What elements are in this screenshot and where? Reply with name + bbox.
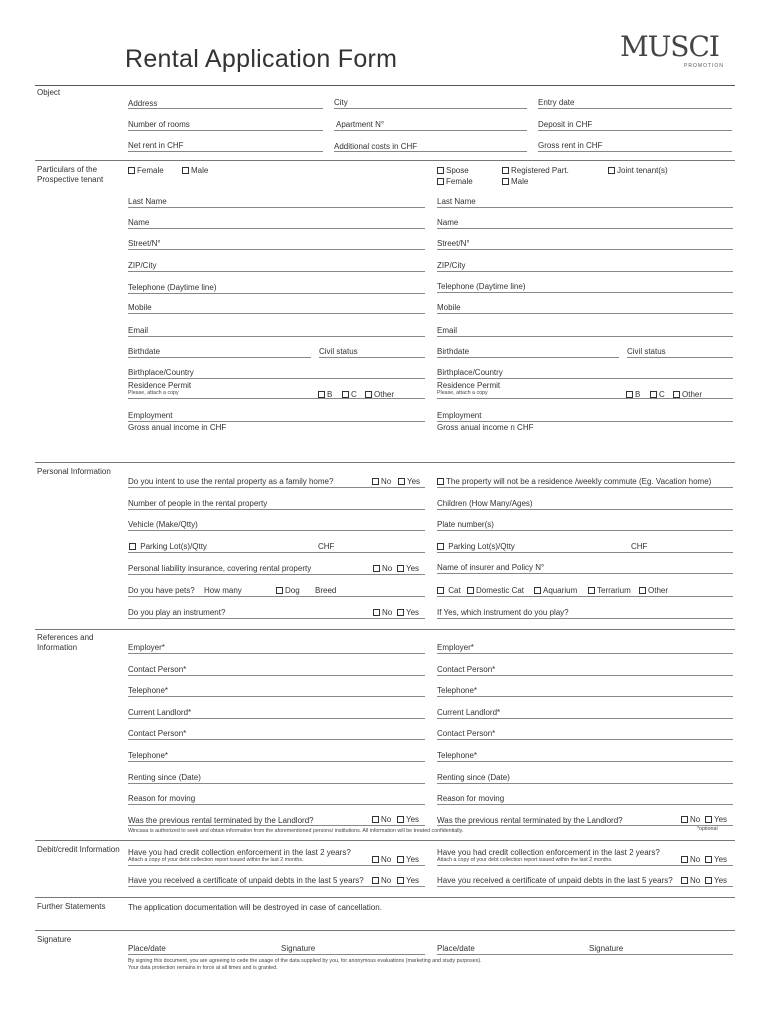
instrument-no[interactable] <box>373 608 392 617</box>
male2-option[interactable] <box>502 177 528 186</box>
female-label: Female <box>137 166 164 175</box>
email-label-2: Email <box>437 326 458 335</box>
section-further: Further Statements <box>37 902 106 911</box>
renting-since-label-2: Renting since (Date) <box>437 773 510 782</box>
landlord-contact-field-2[interactable] <box>437 739 733 740</box>
birthplace-label-2: Birthplace/Country <box>437 368 503 377</box>
permit-c-label-2: C <box>659 390 665 399</box>
birthdate-label-2: Birthdate <box>437 347 470 356</box>
checkbox-icon[interactable] <box>705 856 712 863</box>
email-field[interactable] <box>128 336 425 337</box>
certificate-line <box>128 886 425 887</box>
checkbox-icon[interactable] <box>437 167 444 174</box>
permit-other-option[interactable] <box>365 390 394 399</box>
reason-label-2: Reason for moving <box>437 794 505 803</box>
insurer-field[interactable] <box>437 573 733 574</box>
section-debit: Debit/credit Information <box>37 845 120 854</box>
enforcement-question: Have you had credit collection enforcement in the last 2 years? <box>128 848 351 857</box>
liability-line <box>128 574 425 575</box>
breed-label: Breed <box>315 586 337 595</box>
instrument-question: Do you play an instrument? <box>128 608 226 617</box>
no-label: No <box>690 855 701 864</box>
enforcement-line-2 <box>437 865 733 866</box>
landlord-contact-field[interactable] <box>128 739 425 740</box>
income-label-2: Gross anual income n CHF <box>437 423 534 432</box>
parking-option-2[interactable] <box>437 542 515 551</box>
checkbox-icon[interactable] <box>372 816 379 823</box>
terminated-no-2[interactable] <box>681 815 700 824</box>
landlord-telephone-label-2: Telephone* <box>437 751 478 760</box>
terrarium-label: Terrarium <box>597 586 631 595</box>
enforcement-yes[interactable] <box>397 855 419 864</box>
ref-telephone-field-2[interactable] <box>437 696 733 697</box>
aquarium-label: Aquarium <box>543 586 578 595</box>
email-field-2[interactable] <box>437 336 733 337</box>
birthdate-field[interactable] <box>128 357 311 358</box>
parking-field[interactable] <box>128 552 425 553</box>
landlord-contact-label: Contact Person* <box>128 729 187 738</box>
attach-report-note: Attach a copy of your debt collection report issued within the last 2 months. <box>128 857 304 863</box>
checkbox-icon[interactable] <box>373 609 380 616</box>
family-home-no[interactable] <box>372 477 391 486</box>
yes-label: Yes <box>714 876 728 885</box>
no-label: No <box>690 815 701 824</box>
landlord-contact-label-2: Contact Person* <box>437 729 496 738</box>
street-label-2: Street/N° <box>437 239 470 248</box>
name-field-2[interactable] <box>437 228 733 229</box>
employer-label-2: Employer* <box>437 643 474 652</box>
checkbox-icon[interactable] <box>437 478 444 485</box>
checkbox-icon[interactable] <box>705 816 712 823</box>
street-label: Street/N° <box>128 239 161 248</box>
checkbox-icon[interactable] <box>372 877 379 884</box>
employer-field[interactable] <box>128 653 425 654</box>
parking-option[interactable] <box>129 542 207 551</box>
entry-date-field[interactable] <box>538 108 732 109</box>
enforcement-yes-2[interactable] <box>705 855 727 864</box>
net-rent-field[interactable] <box>128 151 323 152</box>
which-instrument-label: If Yes, which instrument do you play? <box>437 608 569 617</box>
checkbox-icon[interactable] <box>372 856 379 863</box>
checkbox-icon[interactable] <box>128 167 135 174</box>
no-label: No <box>382 564 393 573</box>
birthplace-field[interactable] <box>128 378 425 379</box>
telephone-label-2: Telephone (Daytime line) <box>437 282 526 291</box>
insurer-label: Name of insurer and Policy N° <box>437 563 545 572</box>
name-field[interactable] <box>128 228 425 229</box>
parking-label: Parking Lot(s)/Qtty <box>140 542 207 551</box>
landlord-telephone-field-2[interactable] <box>437 761 733 762</box>
signature-label: Signature <box>281 944 316 953</box>
female2-label: Female <box>446 177 473 186</box>
gross-rent-field[interactable] <box>538 151 732 152</box>
spose-option[interactable] <box>437 166 469 175</box>
net-rent-label: Net rent in CHF <box>128 141 184 150</box>
not-residence-option[interactable] <box>437 477 711 486</box>
parking-chf-label: CHF <box>318 542 335 551</box>
liability-label: Personal liability insurance, covering rental property <box>128 564 312 573</box>
domestic-cat-option[interactable] <box>467 586 524 595</box>
section-personal: Personal Information <box>37 467 111 476</box>
certificate-yes[interactable] <box>397 876 419 885</box>
income-label: Gross anual income in CHF <box>128 423 227 432</box>
certificate-no[interactable] <box>372 876 391 885</box>
landlord-label: Current Landlord* <box>128 708 192 717</box>
deposit-field[interactable] <box>538 130 732 131</box>
joint-option[interactable] <box>608 166 668 175</box>
last-name-label-2: Last Name <box>437 197 476 206</box>
terminated-question-2: Was the previous rental terminated by the Landlord? <box>437 816 623 825</box>
signature-field-2[interactable] <box>437 954 733 955</box>
pets-question: Do you have pets? <box>128 586 195 595</box>
employer-label: Employer* <box>128 643 165 652</box>
section-signature: Signature <box>37 935 72 944</box>
ref-telephone-label-2: Telephone* <box>437 686 478 695</box>
checkbox-icon[interactable] <box>626 391 633 398</box>
reason-field-2[interactable] <box>437 804 733 805</box>
no-label: No <box>381 815 392 824</box>
yes-label: Yes <box>406 608 420 617</box>
reason-label: Reason for moving <box>128 794 196 803</box>
male2-label: Male <box>511 177 529 186</box>
renting-since-field-2[interactable] <box>437 783 733 784</box>
yes-label: Yes <box>407 477 421 486</box>
birthdate-field-2[interactable] <box>437 357 619 358</box>
employment-field[interactable] <box>128 421 425 422</box>
city-field[interactable] <box>334 108 527 109</box>
permit-c-option[interactable] <box>342 390 357 399</box>
checkbox-icon[interactable] <box>437 178 444 185</box>
checkbox-icon[interactable] <box>318 391 325 398</box>
section-object: Object <box>37 88 61 97</box>
terminated-yes[interactable] <box>397 815 419 824</box>
landlord-field[interactable] <box>128 718 425 719</box>
cat-label: Cat <box>448 586 461 595</box>
checkbox-icon[interactable] <box>502 167 509 174</box>
authorization-note: Wincasa is authorized to seek and obtain information from the aforementioned persons/ institutions. All information will be treated confidentially. <box>128 828 464 834</box>
name-label-2: Name <box>437 218 459 227</box>
optional-note: *optional <box>697 826 718 832</box>
checkbox-icon[interactable] <box>502 178 509 185</box>
checkbox-icon[interactable] <box>681 816 688 823</box>
section-divider <box>35 930 735 931</box>
checkbox-icon[interactable] <box>397 609 404 616</box>
enforcement-no[interactable] <box>372 855 391 864</box>
plate-label: Plate number(s) <box>437 520 494 529</box>
no-label: No <box>381 855 392 864</box>
renting-since-label: Renting since (Date) <box>128 773 201 782</box>
people-label: Number of people in the rental property <box>128 499 268 508</box>
certificate-yes-2[interactable] <box>705 876 727 885</box>
contact-field-2[interactable] <box>437 675 733 676</box>
permit-other-label: Other <box>374 390 395 399</box>
zip-field[interactable] <box>128 271 425 272</box>
no-label: No <box>381 876 392 885</box>
terminated-line <box>128 825 425 826</box>
other-pet-option[interactable] <box>639 586 668 595</box>
last-name-label: Last Name <box>128 197 167 206</box>
name-label: Name <box>128 218 150 227</box>
mobile-field[interactable] <box>128 313 425 314</box>
permit-b-option-2[interactable] <box>626 390 640 399</box>
employment-field-2[interactable] <box>437 421 733 422</box>
which-instrument-field[interactable] <box>437 618 733 619</box>
pets-line-2 <box>437 596 733 597</box>
address-label: Address <box>128 99 158 108</box>
address-field[interactable] <box>128 108 323 109</box>
family-home-question: Do you intent to use the rental property as a family home? <box>128 477 334 486</box>
dog-label: Dog <box>285 586 300 595</box>
checkbox-icon[interactable] <box>129 543 136 550</box>
liability-no[interactable] <box>373 564 392 573</box>
city-label: City <box>334 98 348 107</box>
section-divider <box>35 160 735 161</box>
birthplace-label: Birthplace/Country <box>128 368 194 377</box>
gross-rent-label: Gross rent in CHF <box>538 141 603 150</box>
dog-option[interactable] <box>276 586 300 595</box>
checkbox-icon[interactable] <box>397 856 404 863</box>
telephone-label: Telephone (Daytime line) <box>128 283 217 292</box>
certificate-question-2: Have you received a certificate of unpaid debts in the last 5 years? <box>437 876 673 885</box>
place-date-label-2: Place/date <box>437 944 475 953</box>
telephone-field[interactable] <box>128 293 425 294</box>
certificate-no-2[interactable] <box>681 876 700 885</box>
entry-date-label: Entry date <box>538 98 575 107</box>
additional-costs-field[interactable] <box>334 151 527 152</box>
checkbox-icon[interactable] <box>182 167 189 174</box>
street-field[interactable] <box>128 249 425 250</box>
vehicle-label: Vehicle (Make/Qtty) <box>128 520 198 529</box>
page-title: Rental Application Form <box>125 45 398 73</box>
landlord-telephone-field[interactable] <box>128 761 425 762</box>
last-name-field[interactable] <box>128 207 425 208</box>
enforcement-line <box>128 865 425 866</box>
reason-field[interactable] <box>128 804 425 805</box>
enforcement-question-2: Have you had credit collection enforcement in the last 2 years? <box>437 848 660 857</box>
employment-label-2: Employment <box>437 411 482 420</box>
checkbox-icon[interactable] <box>437 587 444 594</box>
employer-field-2[interactable] <box>437 653 733 654</box>
checkbox-icon[interactable] <box>705 877 712 884</box>
yes-label: Yes <box>406 564 420 573</box>
zip-label-2: ZIP/City <box>437 261 466 270</box>
checkbox-icon[interactable] <box>534 587 541 594</box>
terminated-line-2 <box>437 825 733 826</box>
checkbox-icon[interactable] <box>342 391 349 398</box>
other-pet-label: Other <box>648 586 669 595</box>
further-text: The application documentation will be destroyed in case of cancellation. <box>128 903 382 912</box>
residence-permit-label: Residence Permit <box>128 381 192 390</box>
male-option[interactable] <box>182 166 208 175</box>
street-field-2[interactable] <box>437 249 733 250</box>
contact-field[interactable] <box>128 675 425 676</box>
yes-label: Yes <box>406 876 420 885</box>
children-field[interactable] <box>437 509 733 510</box>
pets-how-many: How many <box>204 586 242 595</box>
domestic-cat-label: Domestic Cat <box>476 586 525 595</box>
certificate-question: Have you received a certificate of unpaid debts in the last 5 years? <box>128 876 364 885</box>
parking-chf-label-2: CHF <box>631 542 648 551</box>
joint-label: Joint tenant(s) <box>617 166 668 175</box>
ref-telephone-label: Telephone* <box>128 686 169 695</box>
certificate-line-2 <box>437 886 733 887</box>
mobile-label-2: Mobile <box>437 303 461 312</box>
permit-other-label-2: Other <box>682 390 703 399</box>
civil-status-field-2[interactable] <box>627 357 733 358</box>
checkbox-icon[interactable] <box>373 565 380 572</box>
female-option[interactable] <box>128 166 164 175</box>
header-divider <box>35 85 735 86</box>
renting-since-field[interactable] <box>128 783 425 784</box>
instrument-yes[interactable] <box>397 608 419 617</box>
birthplace-field-2[interactable] <box>437 378 733 379</box>
rooms-label: Number of rooms <box>128 120 190 129</box>
family-home-yes[interactable] <box>398 477 420 486</box>
checkbox-icon[interactable] <box>639 587 646 594</box>
civil-status-label-2: Civil status <box>627 347 666 356</box>
landlord-label-2: Current Landlord* <box>437 708 501 717</box>
male-label: Male <box>191 166 209 175</box>
permit-b-label-2: B <box>635 390 641 399</box>
section-references: References and Information <box>37 633 94 652</box>
telephone-field-2[interactable] <box>437 292 733 293</box>
checkbox-icon[interactable] <box>650 391 657 398</box>
spose-label: Spose <box>446 166 469 175</box>
landlord-field-2[interactable] <box>437 718 733 719</box>
deposit-label: Deposit in CHF <box>538 120 593 129</box>
zip-label: ZIP/City <box>128 261 157 270</box>
section-divider <box>35 462 735 463</box>
brand-logo: MUSCI <box>620 30 719 63</box>
children-label: Children (How Many/Ages) <box>437 499 533 508</box>
zip-field-2[interactable] <box>437 271 733 272</box>
brand-logo-subtitle: PROMOTION <box>684 63 724 69</box>
last-name-field-2[interactable] <box>437 207 733 208</box>
checkbox-icon[interactable] <box>673 391 680 398</box>
registered-label: Registered Part. <box>511 166 569 175</box>
additional-costs-label: Additional costs in CHF <box>334 142 418 151</box>
section-divider <box>35 897 735 898</box>
terminated-question: Was the previous rental terminated by the Landlord? <box>128 816 314 825</box>
not-residence-label: The property will not be a residence /weekly commute (Eg. Vacation home) <box>446 477 712 486</box>
civil-status-label: Civil status <box>319 347 358 356</box>
landlord-telephone-label: Telephone* <box>128 751 169 760</box>
not-residence-line <box>437 487 733 488</box>
checkbox-icon[interactable] <box>608 167 615 174</box>
plate-field[interactable] <box>437 530 733 531</box>
birthdate-label: Birthdate <box>128 347 161 356</box>
contact-label: Contact Person* <box>128 665 187 674</box>
checkbox-icon[interactable] <box>588 587 595 594</box>
checkbox-icon[interactable] <box>397 877 404 884</box>
employment-label: Employment <box>128 411 173 420</box>
section-particulars: Particulars of the Prospective tenant <box>37 165 104 184</box>
consent-note-1: By signing this document, you are agreeing to cede the usage of the data supplied by you, for anonymous evaluations (marketing and study purposes). <box>128 958 482 964</box>
parking-label-2: Parking Lot(s)/Qtty <box>448 542 515 551</box>
permit-b-label: B <box>327 390 333 399</box>
apartment-field[interactable] <box>334 130 527 131</box>
signature-label-2: Signature <box>589 944 624 953</box>
permit-c-option-2[interactable] <box>650 390 665 399</box>
female2-option[interactable] <box>437 177 473 186</box>
consent-note-2: Your data protection remains in force at all times and is granted. <box>128 965 278 971</box>
mobile-field-2[interactable] <box>437 313 733 314</box>
place-date-label: Place/date <box>128 944 166 953</box>
yes-label: Yes <box>406 855 420 864</box>
yes-label: Yes <box>714 855 728 864</box>
rooms-field[interactable] <box>128 130 323 131</box>
permit-c-label: C <box>351 390 357 399</box>
attach-copy-note: Please, attach a copy <box>128 390 179 396</box>
checkbox-icon[interactable] <box>681 877 688 884</box>
ref-telephone-field[interactable] <box>128 696 425 697</box>
apartment-label: Apartment N° <box>336 120 385 129</box>
family-home-line <box>128 487 425 488</box>
checkbox-icon[interactable] <box>467 587 474 594</box>
no-label: No <box>382 608 393 617</box>
permit-other-option-2[interactable] <box>673 390 702 399</box>
no-label: No <box>690 876 701 885</box>
registered-option[interactable] <box>502 166 569 175</box>
section-divider <box>35 629 735 630</box>
terminated-no[interactable] <box>372 815 391 824</box>
signature-field[interactable] <box>128 954 425 955</box>
checkbox-icon[interactable] <box>397 565 404 572</box>
liability-yes[interactable] <box>397 564 419 573</box>
terrarium-option[interactable] <box>588 586 631 595</box>
checkbox-icon[interactable] <box>398 478 405 485</box>
people-field[interactable] <box>128 509 425 510</box>
checkbox-icon[interactable] <box>397 816 404 823</box>
contact-label-2: Contact Person* <box>437 665 496 674</box>
attach-report-note-2: Attach a copy of your debt collection report issued within the last 2 months. <box>437 857 613 863</box>
mobile-label: Mobile <box>128 303 152 312</box>
email-label: Email <box>128 326 149 335</box>
residence-permit-label-2: Residence Permit <box>437 381 501 390</box>
section-divider <box>35 840 735 841</box>
vehicle-field[interactable] <box>128 530 425 531</box>
pets-line[interactable] <box>128 596 425 597</box>
permit-b-option[interactable] <box>318 390 332 399</box>
checkbox-icon[interactable] <box>276 587 283 594</box>
enforcement-no-2[interactable] <box>681 855 700 864</box>
instrument-line <box>128 618 425 619</box>
aquarium-option[interactable] <box>534 586 577 595</box>
checkbox-icon[interactable] <box>681 856 688 863</box>
attach-copy-note-2: Please, attach a copy <box>437 390 488 396</box>
yes-label: Yes <box>714 815 728 824</box>
yes-label: Yes <box>406 815 420 824</box>
civil-status-field[interactable] <box>319 357 425 358</box>
no-label: No <box>381 477 392 486</box>
checkbox-icon[interactable] <box>372 478 379 485</box>
checkbox-icon[interactable] <box>437 543 444 550</box>
terminated-yes-2[interactable] <box>705 815 727 824</box>
parking-field-2[interactable] <box>437 552 733 553</box>
checkbox-icon[interactable] <box>365 391 372 398</box>
cat-option[interactable] <box>437 586 461 595</box>
